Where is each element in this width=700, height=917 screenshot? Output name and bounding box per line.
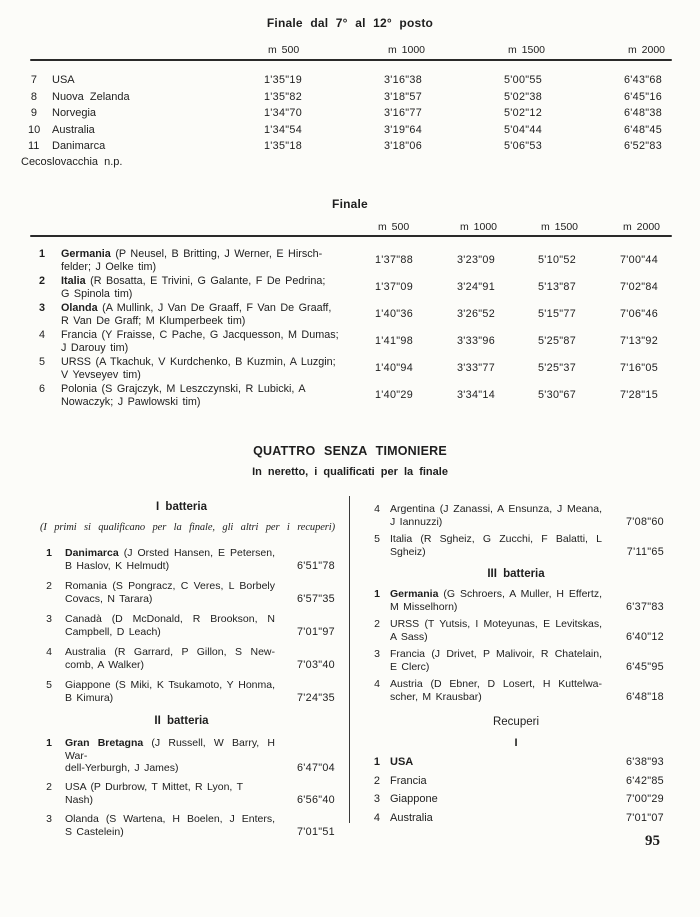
time-cell: 3'18"57	[384, 90, 423, 103]
crew-text: (R Bosatta, E Trivini, G Galante, F De Pedrina;	[90, 275, 326, 287]
time-cell: 3'16"38	[384, 74, 423, 86]
entry-crew	[52, 613, 280, 638]
crew-line1	[61, 356, 336, 368]
country-cell: Polonia	[61, 383, 98, 395]
entry-crew	[380, 618, 612, 643]
crew-line1	[390, 533, 602, 546]
crew-cell	[47, 275, 375, 300]
time-cell: 1'35"82	[264, 90, 303, 103]
table-row	[28, 356, 672, 381]
crew-line1	[61, 302, 331, 314]
time-cell: 3'23"09	[457, 254, 496, 267]
crew-line1	[61, 275, 325, 287]
entry-time: 7'01"97	[296, 625, 335, 638]
list-item	[368, 618, 664, 643]
entry-crew	[52, 679, 280, 704]
crew-line1	[65, 547, 275, 560]
time-cell: 5'00"55	[504, 74, 543, 86]
country-cell: Danimarca	[52, 140, 106, 153]
list-item	[28, 613, 335, 638]
time-cell: 3'24"91	[457, 281, 496, 294]
time-cell: 3'16"77	[384, 107, 423, 120]
country-cell: USA	[52, 74, 75, 86]
time-cell: 3'19"64	[384, 123, 423, 136]
list-item	[368, 648, 664, 673]
table-row	[368, 809, 664, 828]
entry-rank: 3	[46, 813, 52, 825]
entry-country: Canadà	[65, 613, 102, 625]
crew-text: (R Sgheiz, G Zucchi, F Balatti, L	[420, 533, 603, 545]
column-divider	[349, 496, 350, 823]
rank-cell: 5	[38, 356, 45, 368]
crew-text: (A Mullink, J Van De Graaff, F Van De Graaff,	[102, 302, 332, 314]
crew-line1	[61, 383, 306, 395]
time-cell: 1'41"98	[375, 335, 414, 348]
time-cell: 1'40"94	[375, 362, 414, 375]
section-title: QUATTRO SENZA TIMONIERE	[253, 444, 447, 458]
entry-time: 6'56"40	[296, 793, 335, 806]
crew-text: (R Garrard, P Gillon, S New-	[114, 646, 275, 658]
rank-cell: 8	[30, 90, 37, 103]
entry-country: Australia	[65, 646, 106, 658]
entry-time: 6'45"95	[625, 660, 664, 673]
entry-rank: 2	[46, 781, 52, 793]
entry-time: 7'11"65	[626, 545, 664, 558]
time-cell: 7'16"05	[620, 362, 659, 375]
time-cell: 5'13"87	[538, 281, 577, 294]
crew-line2: scher, M Krausbar)	[390, 690, 482, 703]
heat1-title: I batteria	[156, 501, 207, 513]
crew-line1	[390, 588, 602, 601]
list-item	[28, 813, 335, 838]
time-cell: 3'33"77	[457, 362, 496, 375]
heat2-entries-left	[28, 737, 335, 838]
crew-cell	[47, 329, 375, 354]
crew-line1	[65, 613, 275, 626]
entry-crew	[52, 813, 280, 838]
crew-line1	[65, 646, 275, 659]
crew-line2: Nowaczyk; J Pawlowski tim)	[61, 395, 201, 408]
time-cell: 5'02"38	[504, 90, 543, 103]
crew-line1	[65, 679, 275, 692]
rank-cell: 3	[38, 302, 45, 314]
time-cell: 1'35"19	[264, 74, 303, 86]
table-row	[28, 302, 672, 327]
entry-country: Italia	[390, 533, 413, 545]
crew-line2: B Kimura)	[65, 691, 114, 704]
entry-rank: 4	[374, 503, 380, 515]
entry-crew	[52, 580, 280, 605]
crew-line2: E Clerc)	[390, 660, 430, 673]
table2-header-row	[375, 221, 672, 233]
crew-line2: Campbell, D Leach)	[65, 625, 161, 638]
time-cell: 6'52"83	[624, 140, 663, 153]
table-row	[368, 753, 664, 772]
crew-text: (T Yutsis, I Moteyunas, E Levitskas,	[424, 618, 602, 630]
time-cell: 3'33"96	[457, 335, 496, 348]
entry-country: Olanda	[65, 813, 99, 825]
table-row	[28, 383, 672, 408]
entry-time: 6'48"18	[625, 690, 664, 703]
crew-text: (S Wartena, H Boelen, J Enters,	[105, 813, 275, 825]
entry-crew	[380, 648, 612, 673]
time-cell: 3'34"14	[457, 389, 496, 402]
entry-country: Danimarca	[65, 547, 119, 559]
crew-line2: V Yevseyev tim)	[61, 368, 141, 381]
crew-text: (D Ebner, D Losert, H Kuttelwa-	[430, 678, 602, 690]
crew-cell	[47, 248, 375, 273]
entry-crew	[380, 678, 612, 703]
entry-time: 6'51"78	[296, 559, 335, 572]
entry-rank: 2	[46, 580, 52, 592]
col-header-m2000: m 2000	[628, 44, 666, 56]
list-item	[368, 678, 664, 703]
time-cell: 1'40"29	[375, 389, 414, 402]
col-header-m500: m 500	[268, 44, 300, 56]
entry-time: 6'37"83	[625, 600, 664, 613]
table-row	[368, 790, 664, 809]
rank-cell: 1	[38, 248, 45, 260]
crew-line2: J Darouy tim)	[61, 341, 129, 354]
crew-line2: comb, A Walker)	[65, 658, 145, 671]
rank-cell: 3	[373, 793, 380, 806]
crew-text: (J Drivet, P Malivoir, R Chatelain,	[431, 648, 603, 660]
crew-text: (S Grajczyk, M Leszczynski, R Lubicki, A	[101, 383, 306, 395]
col-header-m1500: m 1500	[541, 221, 579, 233]
country-cell: Norvegia	[52, 107, 97, 120]
table2-rule	[30, 235, 672, 237]
entry-crew	[52, 737, 280, 775]
country-cell: USA	[390, 756, 414, 768]
table-row	[28, 275, 672, 300]
crew-line2: dell-Yerburgh, J James)	[65, 762, 179, 774]
page-number: 95	[645, 833, 660, 849]
time-cell: 7'00"44	[620, 254, 659, 267]
table1-title: Finale dal 7° al 12° posto	[266, 16, 434, 30]
entry-rank: 4	[46, 646, 52, 658]
table1-body	[28, 72, 672, 155]
time-cell: 6'48"38	[624, 107, 663, 120]
crew-line2: A Sass)	[390, 630, 428, 643]
heat1-note: (I primi si qualificano per la finale, gli altri per i recuperi)	[40, 522, 335, 533]
crew-text: (G Schroers, A Muller, H Effertz,	[443, 588, 602, 600]
time-cell: 5'02"12	[504, 107, 543, 120]
crew-cell	[47, 383, 375, 408]
crew-text: (D McDonald, R Brookson, N	[111, 613, 275, 625]
rank-cell: 1	[373, 756, 380, 768]
time-cell: 1'37"88	[375, 254, 414, 267]
rank-cell: 7	[30, 74, 37, 86]
time-cell: 6'48"45	[624, 123, 663, 136]
crew-line1	[65, 813, 275, 826]
time-cell: 1'37"09	[375, 281, 414, 294]
time-cell: 5'30"67	[538, 389, 577, 402]
entry-time: 7'24"35	[296, 691, 335, 704]
left-column	[28, 496, 335, 838]
time-cell: 5'15"77	[538, 308, 577, 321]
time-cell: 7'28"15	[620, 389, 659, 402]
crew-line2: J Iannuzzi)	[390, 515, 443, 528]
heat1-entries	[28, 547, 335, 704]
table-row	[28, 89, 672, 106]
rank-cell: 9	[30, 107, 37, 120]
entry-rank: 1	[46, 547, 52, 559]
crew-cell	[47, 302, 375, 327]
crew-text: (P Neusel, B Britting, J Werner, E Hirsch-	[115, 248, 323, 260]
list-item	[28, 679, 335, 704]
table2-body	[28, 248, 672, 410]
entry-rank: 1	[46, 737, 52, 749]
rank-cell: 11	[28, 140, 40, 153]
section-subtitle: In neretto, i qualificati per la finale	[252, 466, 448, 478]
crew-line1	[390, 648, 602, 661]
entry-country: USA	[65, 781, 87, 793]
time-cell: 7'00"29	[625, 793, 664, 806]
recuperi-title: Recuperi	[492, 716, 540, 728]
entry-country: Austria	[390, 678, 423, 690]
list-item	[368, 503, 664, 528]
crew-line2: M Misselhorn)	[390, 600, 458, 613]
entry-time: 7'08"60	[625, 515, 664, 528]
entry-rank: 4	[374, 678, 380, 690]
crew-line2: Covacs, N Tarara)	[65, 592, 153, 605]
list-item	[368, 588, 664, 613]
crew-line1	[390, 678, 602, 691]
heat3-title: III batteria	[487, 568, 545, 580]
entry-crew	[52, 646, 280, 671]
entry-rank: 3	[46, 613, 52, 625]
time-cell: 1'40"36	[375, 308, 414, 321]
rank-cell: 4	[38, 329, 45, 341]
crew-line2: G Spinola tim)	[61, 287, 133, 300]
crew-line1	[390, 503, 602, 516]
crew-cell	[47, 356, 375, 381]
crew-text: (S Pongracz, C Veres, L Borbely	[112, 580, 276, 592]
time-cell: 5'04"44	[504, 123, 543, 136]
entry-country: URSS	[390, 618, 420, 630]
crew-line2: Sgheiz)	[390, 545, 426, 558]
entry-time: 6'57"35	[296, 592, 335, 605]
table-row	[28, 105, 672, 122]
country-cell: Australia	[52, 123, 95, 136]
country-cell: Olanda	[61, 302, 98, 314]
time-cell: 3'26"52	[457, 308, 496, 321]
table-row	[28, 138, 672, 155]
rank-cell: 10	[28, 123, 41, 136]
crew-line1	[65, 781, 275, 806]
col-header-m500: m 500	[378, 221, 410, 233]
crew-text: (A Tkachuk, V Kurdchenko, B Kuzmin, A Luzgin;	[95, 356, 336, 368]
table-row	[28, 72, 672, 89]
entry-crew	[52, 547, 280, 572]
country-cell: Francia	[390, 774, 427, 787]
col-header-m1500: m 1500	[508, 44, 546, 56]
heat3-entries	[368, 588, 664, 703]
recuperi-rows	[368, 753, 664, 828]
time-cell: 5'25"87	[538, 335, 577, 348]
crew-text: (J Orsted Hansen, E Petersen,	[123, 547, 275, 559]
entry-rank: 5	[46, 679, 52, 691]
time-cell: 7'06"46	[620, 308, 659, 321]
time-cell: 5'10"52	[538, 254, 577, 267]
entry-rank: 5	[374, 533, 380, 545]
list-item	[28, 781, 335, 806]
entry-rank: 2	[374, 618, 380, 630]
crew-line1	[65, 737, 275, 762]
entry-crew	[380, 588, 612, 613]
rank-cell: 6	[38, 383, 45, 395]
country-cell: Germania	[61, 248, 111, 260]
entry-time: 7'03"40	[296, 658, 335, 671]
time-cell: 6'43"68	[624, 74, 663, 86]
table-row	[28, 329, 672, 354]
col-header-m1000: m 1000	[388, 44, 426, 56]
entry-rank: 3	[374, 648, 380, 660]
table1-rule	[30, 59, 672, 61]
list-item	[28, 646, 335, 671]
entry-time: 6'47"04	[296, 762, 335, 774]
time-cell: 1'34"70	[264, 107, 303, 120]
crew-line2: B Haslov, K Helmudt)	[65, 559, 170, 572]
country-cell: Italia	[61, 275, 86, 287]
entry-country: Argentina	[390, 503, 435, 515]
country-cell: Francia	[61, 329, 98, 341]
time-cell: 1'34"54	[264, 123, 303, 136]
crew-text: (J Zanassi, A Ensunza, J Meana,	[439, 503, 602, 515]
entry-country: Gran Bretagna	[65, 737, 144, 749]
time-cell: 7'01"07	[625, 812, 664, 825]
table-row	[28, 122, 672, 139]
crew-text: (S Miki, K Tsukamoto, Y Honma,	[115, 679, 275, 691]
entry-country: Francia	[390, 648, 426, 660]
entry-rank: 1	[374, 588, 380, 600]
crew-text: (P Durbrow, T Mittet, R Lyon, T Nash)	[65, 781, 243, 806]
table-row	[28, 248, 672, 273]
entry-crew	[52, 781, 280, 806]
time-cell: 7'13"92	[620, 335, 659, 348]
time-cell: 6'45"16	[624, 90, 663, 103]
entry-time: 7'01"51	[296, 825, 335, 838]
entry-country: Romania	[65, 580, 108, 592]
crew-text: (J Russell, W Barry, H War-	[65, 737, 276, 762]
country-cell: Australia	[390, 812, 433, 825]
heat2-entries-right	[368, 503, 664, 558]
list-item	[28, 547, 335, 572]
crew-text: (Y Fraisse, C Pache, G Jacquesson, M Dumas;	[101, 329, 339, 341]
table1-footnote: Cecoslovacchia n.p.	[21, 156, 123, 168]
country-cell: Giappone	[390, 793, 438, 806]
list-item	[28, 580, 335, 605]
table-row	[368, 772, 664, 791]
list-item	[28, 737, 335, 775]
crew-line1	[390, 618, 602, 631]
crew-line1	[61, 329, 339, 341]
time-cell: 3'18"06	[384, 140, 423, 153]
time-cell: 7'02"84	[620, 281, 659, 294]
time-cell: 6'38"93	[625, 756, 664, 768]
list-item	[368, 533, 664, 558]
time-cell: 5'25"37	[538, 362, 577, 375]
country-cell: Nuova Zelanda	[52, 90, 130, 103]
heat2-title: II batteria	[154, 715, 209, 727]
time-cell: 5'06"53	[504, 140, 543, 153]
rank-cell: 2	[373, 774, 380, 787]
right-column	[368, 496, 664, 828]
crew-line1	[65, 580, 275, 593]
entry-time: 6'40"12	[625, 630, 664, 643]
table1-header-row	[264, 44, 672, 56]
entry-country: Germania	[390, 588, 439, 600]
table2-title: Finale	[332, 197, 368, 211]
crew-line1	[61, 248, 322, 260]
crew-line2: felder; J Oelke tim)	[61, 260, 157, 273]
rank-cell: 4	[373, 812, 380, 825]
entry-country: Giappone	[65, 679, 111, 691]
time-cell: 6'42"85	[625, 774, 664, 787]
entry-crew	[380, 503, 612, 528]
crew-line2: S Castelein)	[65, 825, 124, 838]
col-header-m2000: m 2000	[623, 221, 661, 233]
country-cell: URSS	[61, 356, 91, 368]
recuperi-heat-label: I	[514, 737, 518, 749]
entry-crew	[380, 533, 612, 558]
col-header-m1000: m 1000	[460, 221, 498, 233]
time-cell: 1'35"18	[264, 140, 303, 153]
crew-line2: R Van De Graff; M Klumperbeek tim)	[61, 314, 246, 327]
rank-cell: 2	[38, 275, 45, 287]
